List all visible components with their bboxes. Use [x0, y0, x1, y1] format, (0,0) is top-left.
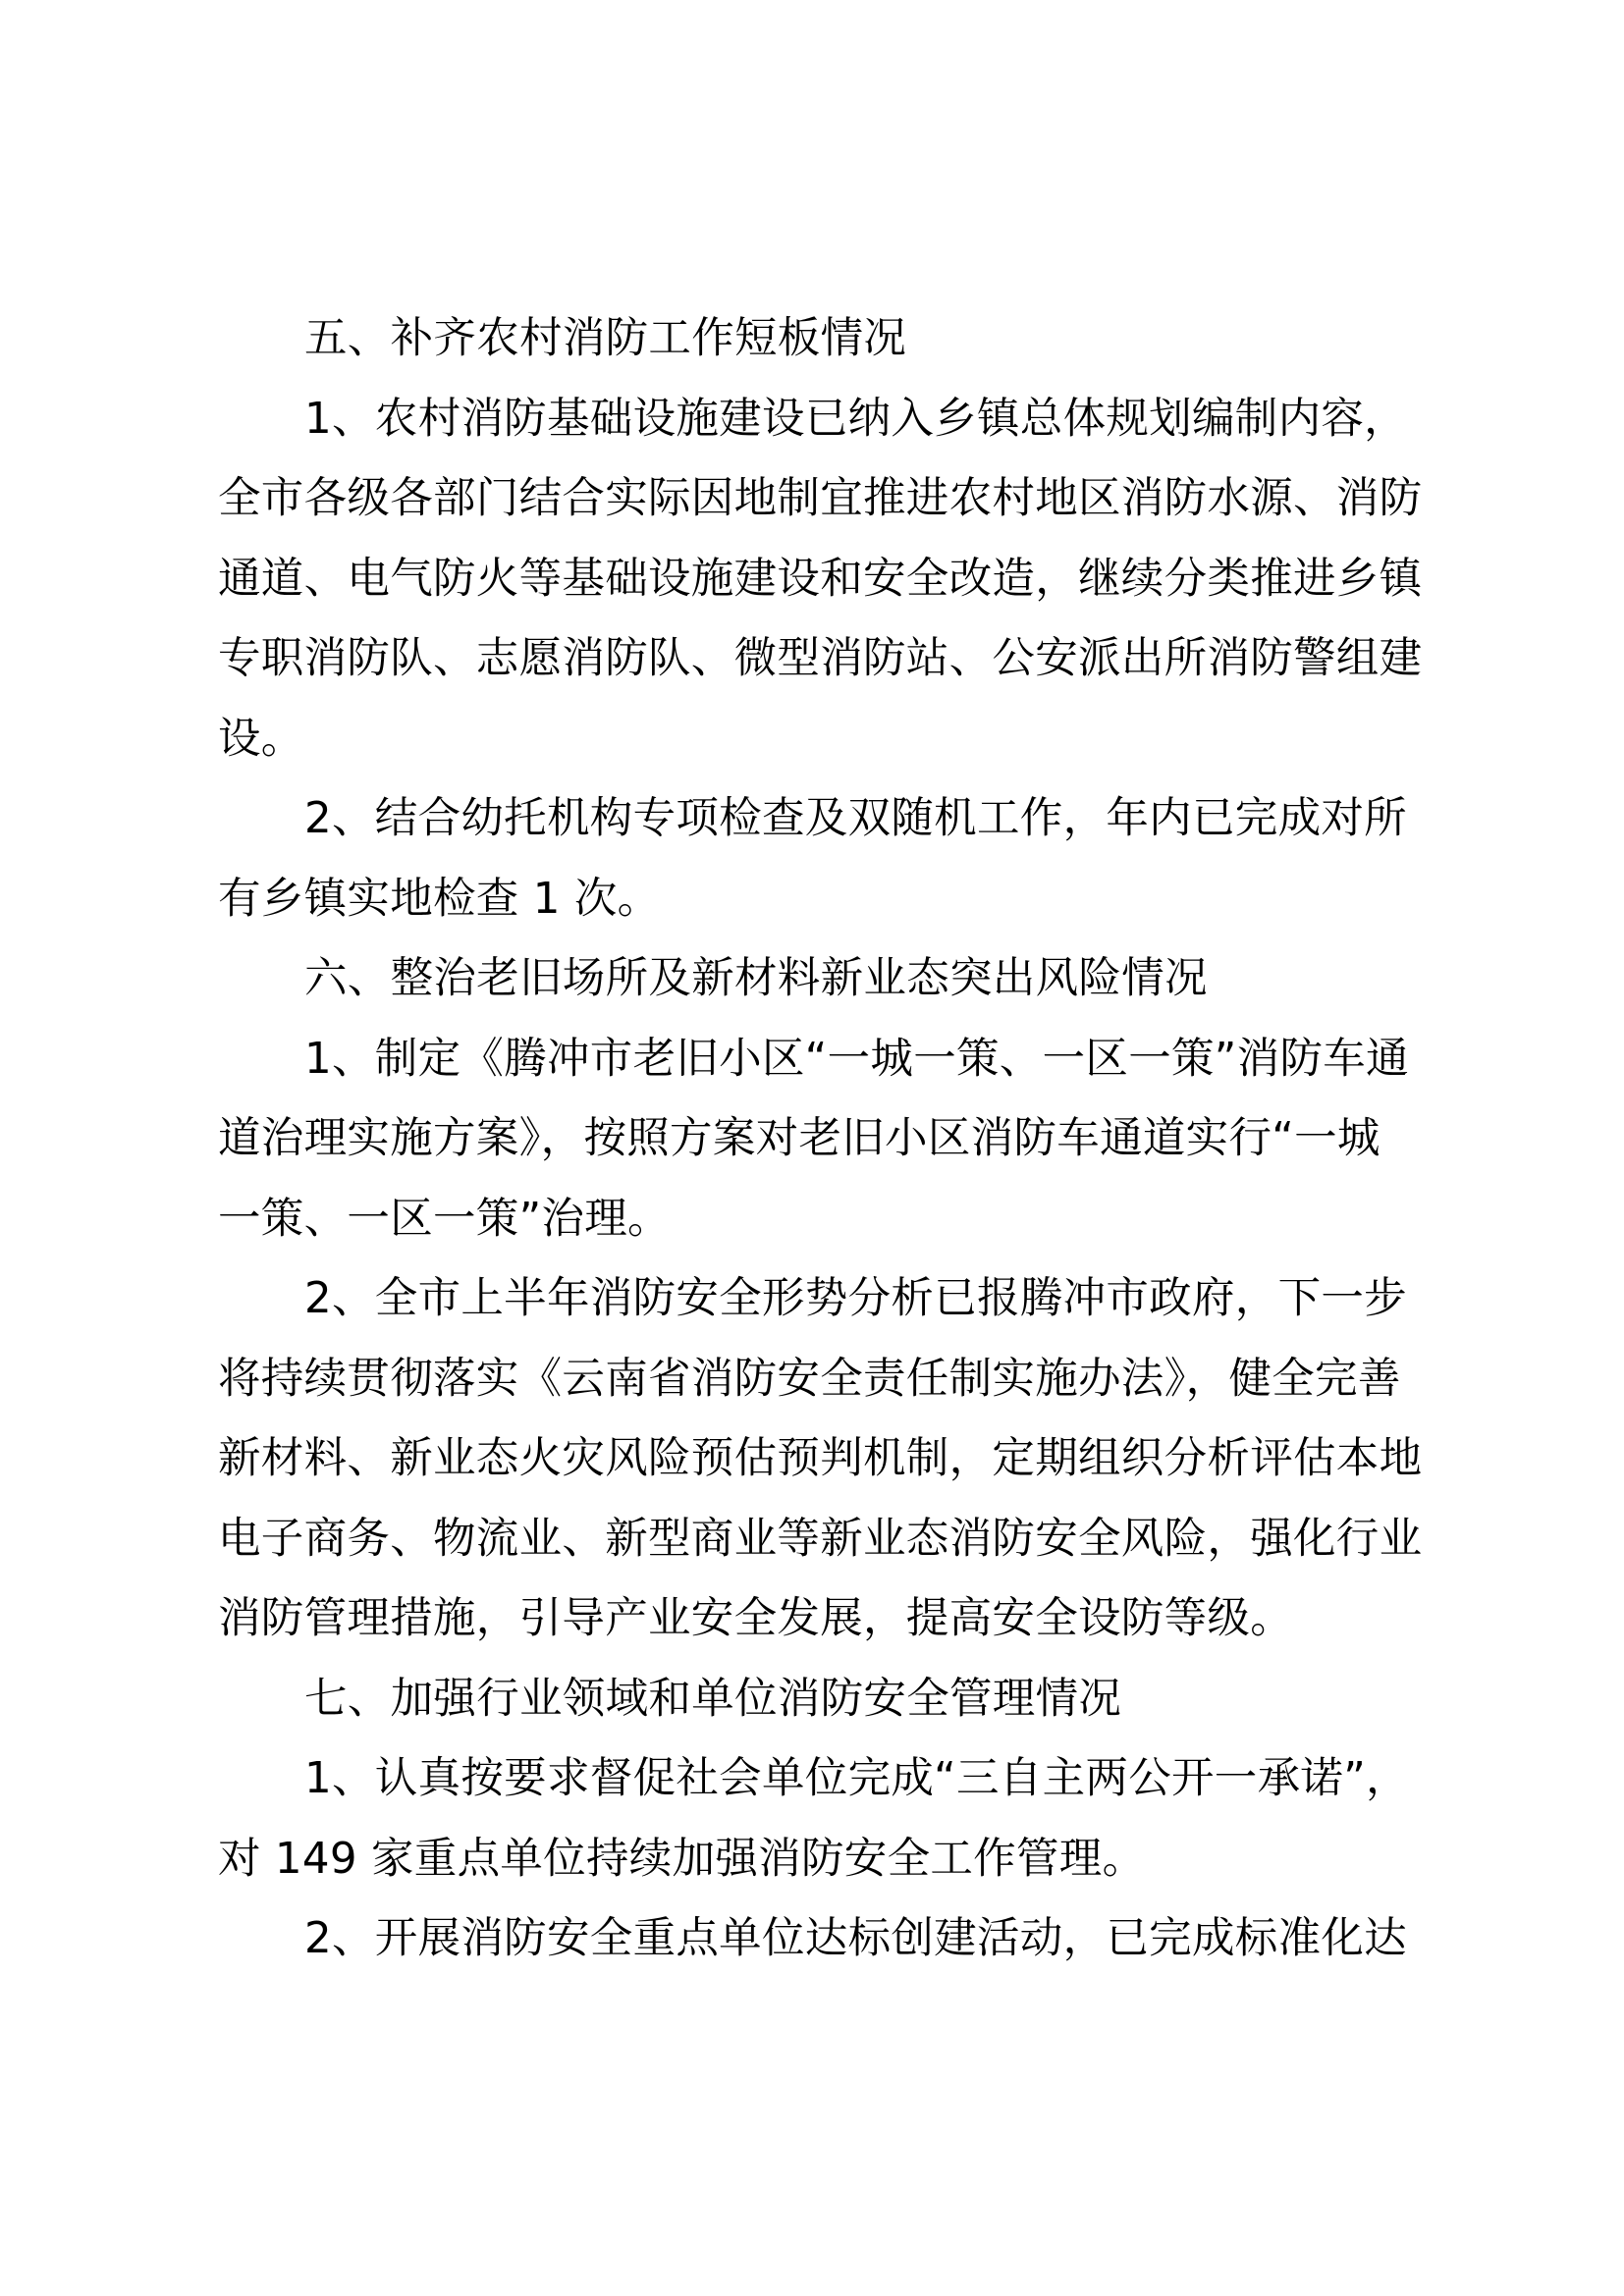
paragraph-line: 专职消防队、志愿消防队、微型消防站、公安派出所消防警组建 [218, 634, 1423, 683]
paragraph-line: 电子商务、物流业、新型商业等新业态消防安全风险，强化行业 [218, 1514, 1423, 1564]
paragraph-line: 1、制定《腾冲市老旧小区“一城一策、一区一策”消防车通 [304, 1034, 1409, 1084]
paragraph-line: 2、结合幼托机构专项检查及双随机工作，年内已完成对所 [304, 794, 1407, 843]
paragraph-line: 消防管理措施，引导产业安全发展，提高安全设防等级。 [218, 1594, 1293, 1643]
paragraph-line: 新材料、新业态火灾风险预估预判机制，定期组织分析评估本地 [218, 1434, 1423, 1483]
paragraph-line: 有乡镇实地检查 1 次。 [218, 874, 661, 924]
paragraph-line: 1、农村消防基础设施建设已纳入乡镇总体规划编制内容， [304, 394, 1407, 444]
section-heading-5: 五、补齐农村消防工作短板情况 [304, 314, 907, 363]
paragraph-line: 全市各级各部门结合实际因地制宜推进农村地区消防水源、消防 [218, 474, 1423, 523]
paragraph-line: 2、全市上半年消防安全形势分析已报腾冲市政府，下一步 [304, 1274, 1407, 1323]
paragraph-line: 设。 [218, 714, 304, 764]
paragraph-line: 1、认真按要求督促社会单位完成“三自主两公开一承诺”， [304, 1754, 1409, 1803]
paragraph-line: 一策、一区一策”治理。 [218, 1194, 671, 1244]
paragraph-line: 道治理实施方案》，按照方案对老旧小区消防车通道实行“一城 [218, 1114, 1380, 1163]
paragraph-line: 2、开展消防安全重点单位达标创建活动，已完成标准化达 [304, 1914, 1407, 1963]
paragraph-line: 通道、电气防火等基础设施建设和安全改造，继续分类推进乡镇 [218, 554, 1423, 604]
paragraph-line: 将持续贯彻落实《云南省消防安全责任制实施办法》，健全完善 [218, 1354, 1401, 1404]
document-page [218, 299, 1426, 1980]
section-heading-7: 七、加强行业领域和单位消防安全管理情况 [304, 1674, 1122, 1724]
paragraph-line: 对 149 家重点单位持续加强消防安全工作管理。 [218, 1834, 1146, 1884]
section-heading-6: 六、整治老旧场所及新材料新业态突出风险情况 [304, 954, 1208, 1003]
